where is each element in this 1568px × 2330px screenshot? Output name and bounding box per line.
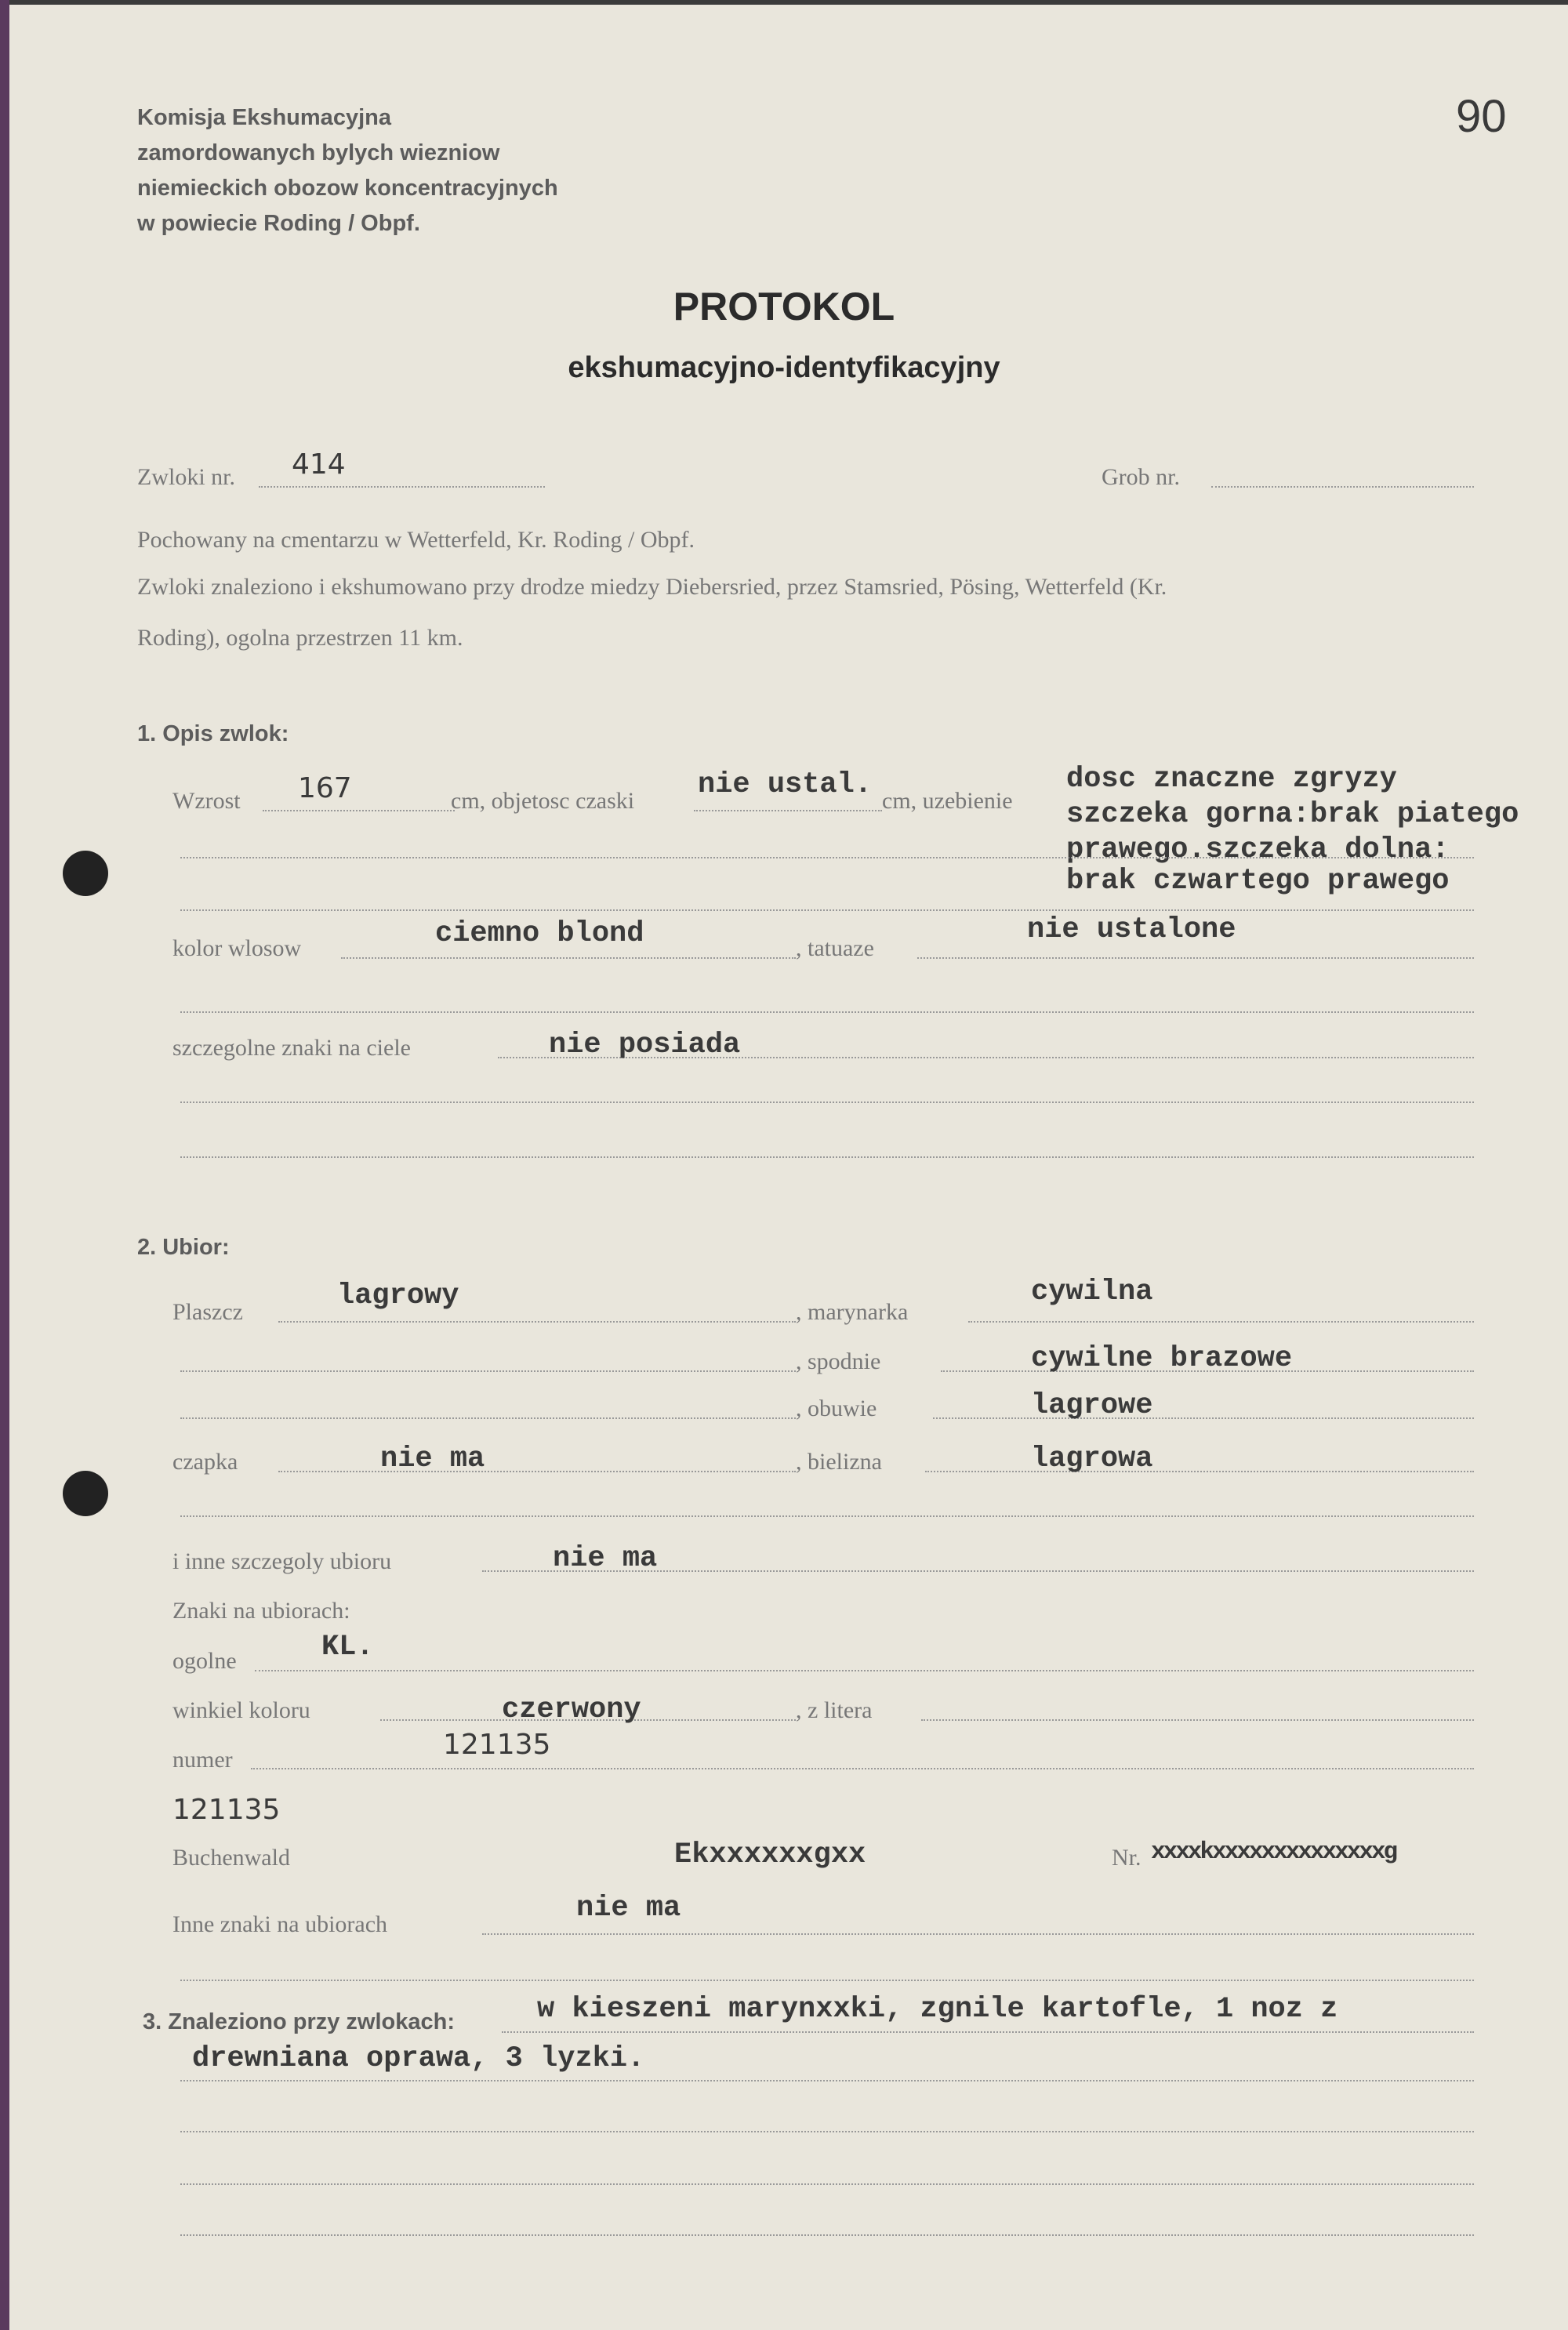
nr-label: Nr. bbox=[1112, 1845, 1142, 1871]
intro-line-3: Roding), ogolna przestrzen 11 km. bbox=[137, 625, 463, 651]
inne-znaki-value: nie ma bbox=[576, 1892, 681, 1925]
header-line-4: w powiecie Roding / Obpf. bbox=[137, 211, 420, 236]
buchenwald-value-struck: Ekxxxxxxgxx bbox=[674, 1838, 866, 1871]
dotted-line bbox=[917, 957, 1474, 959]
dotted-line bbox=[180, 1515, 1474, 1517]
document-subtitle: ekshumacyjno-identyfikacyjny bbox=[568, 351, 1000, 384]
dotted-line bbox=[180, 1417, 796, 1419]
dotted-line bbox=[502, 2031, 1474, 2033]
zwloki-value: 414 bbox=[292, 448, 346, 481]
szczegolne-znaki-label: szczegolne znaki na ciele bbox=[172, 1035, 411, 1061]
section-1-heading: 1. Opis zwlok: bbox=[137, 721, 289, 746]
uzebienie-line-2: szczeka gorna:brak piatego bbox=[1066, 798, 1519, 831]
grob-label: Grob nr. bbox=[1102, 464, 1180, 490]
kolor-wlosow-value: ciemno blond bbox=[435, 917, 644, 950]
dotted-line bbox=[180, 2131, 1474, 2132]
dotted-line bbox=[180, 1980, 1474, 1981]
section-3-heading: 3. Znaleziono przy zwlokach: bbox=[143, 2009, 456, 2034]
obuwie-value: lagrowe bbox=[1031, 1389, 1153, 1422]
znaki-na-ubiorach-heading: Znaki na ubiorach: bbox=[172, 1598, 350, 1624]
section-2-heading: 2. Ubior: bbox=[137, 1235, 230, 1260]
dotted-line bbox=[968, 1321, 1474, 1323]
header-line-2: zamordowanych bylych wiezniow bbox=[137, 140, 500, 165]
dotted-line bbox=[180, 857, 1474, 858]
tatuaze-label: , tatuaze bbox=[796, 935, 874, 961]
header-line-3: niemieckich obozow koncentracyjnych bbox=[137, 176, 558, 201]
czapka-label: czapka bbox=[172, 1449, 238, 1475]
inne-szczegoly-label: i inne szczegoly ubioru bbox=[172, 1548, 392, 1574]
marynarka-label: , marynarka bbox=[796, 1299, 909, 1325]
uzebienie-label: cm, uzebienie bbox=[882, 788, 1013, 814]
dotted-line bbox=[255, 1670, 1474, 1671]
dotted-line bbox=[925, 1471, 1474, 1472]
dotted-line bbox=[180, 1101, 1474, 1103]
tatuaze-value: nie ustalone bbox=[1027, 913, 1236, 946]
objetosc-value: nie ustal. bbox=[698, 768, 873, 801]
wzrost-value: 167 bbox=[298, 772, 352, 804]
dotted-line bbox=[180, 1011, 1474, 1013]
uzebienie-line-1: dosc znaczne zgryzy bbox=[1066, 763, 1397, 796]
numer-value: 121135 bbox=[443, 1729, 551, 1761]
page-number: 90 bbox=[1456, 91, 1507, 142]
dotted-line bbox=[1211, 486, 1474, 488]
obuwie-label: , obuwie bbox=[796, 1395, 877, 1421]
plaszcz-label: Plaszcz bbox=[172, 1299, 243, 1325]
marynarka-value: cywilna bbox=[1031, 1276, 1153, 1308]
dotted-line bbox=[259, 486, 545, 488]
dotted-line bbox=[278, 1471, 796, 1472]
objetosc-label: cm, objetosc czaski bbox=[451, 788, 635, 814]
kolor-wlosow-label: kolor wlosow bbox=[172, 935, 302, 961]
uzebienie-line-4: brak czwartego prawego bbox=[1066, 865, 1450, 898]
punch-hole-icon bbox=[63, 851, 108, 896]
dotted-line bbox=[180, 2234, 1474, 2236]
dotted-line bbox=[341, 957, 796, 959]
scan-top-edge bbox=[0, 0, 1568, 5]
z-litera-label: , z litera bbox=[796, 1697, 873, 1723]
header-line-1: Komisja Ekshumacyjna bbox=[137, 105, 391, 130]
dotted-line bbox=[180, 1156, 1474, 1158]
dotted-line bbox=[251, 1768, 1474, 1769]
dotted-line bbox=[921, 1719, 1474, 1721]
czapka-value: nie ma bbox=[380, 1443, 485, 1475]
buchenwald-label: Buchenwald bbox=[172, 1845, 290, 1871]
spodnie-label: , spodnie bbox=[796, 1348, 881, 1374]
intro-line-1: Pochowany na cmentarzu w Wetterfeld, Kr. Roding / Obpf. bbox=[137, 527, 695, 553]
bielizna-label: , bielizna bbox=[796, 1449, 882, 1475]
ogolne-label: ogolne bbox=[172, 1648, 237, 1674]
section-3-line-1: w kieszeni marynxxki, zgnile kartofle, 1 noz z bbox=[537, 1993, 1338, 2026]
dotted-line bbox=[933, 1417, 1474, 1419]
dotted-line bbox=[482, 1933, 1474, 1935]
szczegolne-znaki-value: nie posiada bbox=[549, 1029, 741, 1062]
nr-value-struck: xxxxkxxxxxxxxxxxxxxg bbox=[1151, 1838, 1396, 1866]
scan-left-edge bbox=[0, 0, 9, 2330]
numer-value-handwritten: 121135 bbox=[172, 1794, 281, 1826]
wzrost-label: Wzrost bbox=[172, 788, 241, 814]
section-3-line-2: drewniana oprawa, 3 lyzki. bbox=[192, 2042, 645, 2075]
bielizna-value: lagrowa bbox=[1031, 1443, 1153, 1475]
dotted-line bbox=[180, 909, 1474, 911]
numer-label: numer bbox=[172, 1747, 233, 1773]
dotted-line bbox=[278, 1321, 796, 1323]
dotted-line bbox=[694, 810, 882, 811]
dotted-line bbox=[263, 810, 455, 811]
dotted-line bbox=[180, 1370, 796, 1372]
dotted-line bbox=[180, 2080, 1474, 2081]
uzebienie-line-3: prawego.szczeka dolna: bbox=[1066, 833, 1450, 866]
intro-line-2: Zwloki znaleziono i ekshumowano przy drodze miedzy Diebersried, przez Stamsried, Pösing, Wetterfeld (Kr. bbox=[137, 574, 1167, 600]
dotted-line bbox=[180, 2183, 1474, 2185]
punch-hole-icon bbox=[63, 1471, 108, 1516]
inne-szczegoly-value: nie ma bbox=[553, 1542, 658, 1575]
zwloki-label: Zwloki nr. bbox=[137, 464, 235, 490]
plaszcz-value: lagrowy bbox=[337, 1279, 459, 1312]
spodnie-value: cywilne brazowe bbox=[1031, 1342, 1293, 1375]
document-title: PROTOKOL bbox=[673, 285, 895, 328]
winkiel-koloru-value: czerwony bbox=[502, 1693, 641, 1726]
inne-znaki-label: Inne znaki na ubiorach bbox=[172, 1911, 388, 1937]
ogolne-value: KL. bbox=[321, 1631, 374, 1664]
winkiel-koloru-label: winkiel koloru bbox=[172, 1697, 310, 1723]
